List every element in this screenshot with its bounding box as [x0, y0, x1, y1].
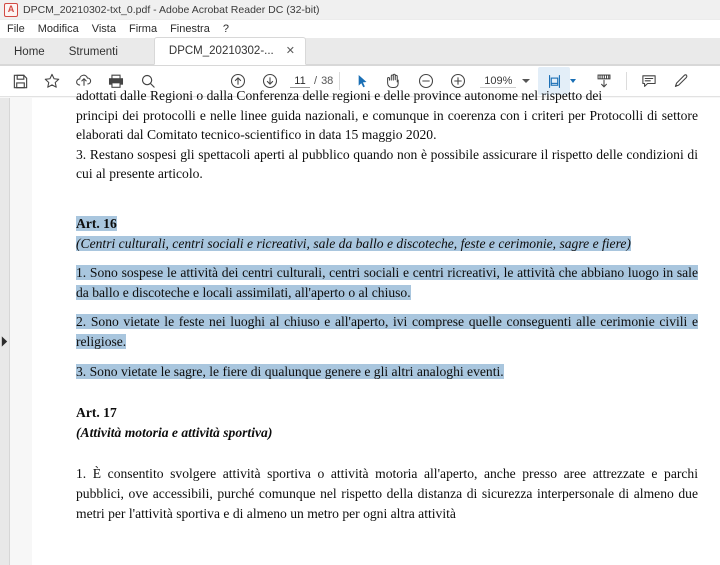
paragraph-gap	[76, 253, 698, 263]
menu-item-file[interactable]: File	[7, 23, 25, 35]
paragraph-gap	[76, 381, 698, 403]
tab-document[interactable]	[154, 37, 306, 65]
navigation-pane-rail	[0, 98, 10, 565]
article-17-heading: Art. 17	[76, 405, 117, 421]
document-paragraph-clipped-top: adottati dalle Regioni o dalla Conferenza delle regioni e delle province autonome nel rispetto dei	[76, 88, 603, 103]
tab-strumenti[interactable]: Strumenti	[68, 46, 118, 58]
article-16-heading	[76, 214, 698, 234]
menu-item-finestra[interactable]: Finestra	[170, 23, 210, 35]
menu-item-modifica[interactable]: Modifica	[37, 23, 79, 35]
tab-document-label: DPCM_20210302-...	[168, 45, 274, 57]
page-separator: /	[314, 75, 318, 87]
article-16-heading-text: Art. 16	[76, 215, 117, 231]
document-view	[0, 88, 720, 565]
close-icon[interactable]: ✕	[285, 44, 295, 57]
chevron-down-icon[interactable]	[570, 79, 576, 83]
tab-bar	[0, 38, 720, 66]
article-16-paragraph-3	[76, 362, 698, 382]
total-pages: 38	[321, 75, 334, 87]
title-bar	[0, 0, 720, 20]
article-17-subtitle: (Attività motoria e attività sportiva)	[76, 424, 273, 440]
document-paragraph-3-previous-article: 3. Restano sospesi gli spettacoli aperti al pubblico quando non è possibile assicurare il rispetto delle condizioni di cui al presente articolo.	[76, 146, 698, 182]
paragraph-gap	[76, 352, 698, 362]
paragraph-gap	[76, 184, 698, 214]
menu-item-help[interactable]: ?	[222, 23, 229, 35]
window-title: DPCM_20210302-txt_0.pdf - Adobe Acrobat Reader DC (32-bit)	[23, 3, 320, 16]
menu-item-vista[interactable]: Vista	[91, 23, 116, 35]
fit-page-dropdown[interactable]	[570, 79, 580, 83]
chevron-down-icon[interactable]	[522, 79, 530, 83]
adobe-acrobat-icon: A	[4, 3, 18, 17]
paragraph-gap	[76, 442, 698, 464]
article-16-paragraph-1	[76, 263, 698, 302]
zoom-level-value[interactable]: 109%	[480, 75, 516, 88]
paragraph-gap	[76, 302, 698, 312]
tab-home[interactable]: Home	[14, 46, 45, 58]
document-paragraph-continuation: principi dei protocolli e nelle linee guida nazionali, e comunque in coerenza con i criteri per Protocolli di settore elaborati dal Comitato tecnico-scientifico in data 15 maggio 2020.	[76, 107, 698, 143]
article-16-paragraph-1-text: 1. Sono sospese le attività dei centri culturali, centri sociali e centri ricreativi, le attività che abbiano luogo in sale da ballo e discoteche e locali assimilati, all'aperto o al chiuso.	[76, 265, 698, 300]
chevron-right-icon[interactable]	[0, 330, 9, 352]
article-16-paragraph-2	[76, 312, 698, 351]
current-page-input[interactable]: 11	[290, 75, 310, 88]
article-16-subtitle	[76, 234, 698, 254]
article-16-paragraph-2-text: 2. Sono vietate le feste nei luoghi al chiuso e all'aperto, ivi comprese quelle conseguenti alle cerimonie civili e religiose.	[76, 314, 698, 349]
menu-bar	[0, 20, 720, 38]
article-17-paragraph-1: 1. È consentito svolgere attività sportiva o attività motoria all'aperto, anche presso aree attrezzate e parchi pubblici, ove accessibili, purché comunque nel rispetto della distanza di sicurezza interpersonale di almeno due metri per l'attività sportiva e di almeno un metro per ogni altra attività	[76, 466, 698, 521]
article-16-paragraph-3-text: 3. Sono vietate le sagre, le fiere di qualunque genere e gli altri analoghi eventi.	[76, 363, 504, 379]
menu-item-firma[interactable]: Firma	[128, 23, 158, 35]
article-16-subtitle-text: (Centri culturali, centri sociali e ricreativi, sale da ballo e discoteche, feste e cerimonie, sagre e fiere)	[76, 235, 631, 251]
pdf-page[interactable]	[32, 88, 720, 565]
